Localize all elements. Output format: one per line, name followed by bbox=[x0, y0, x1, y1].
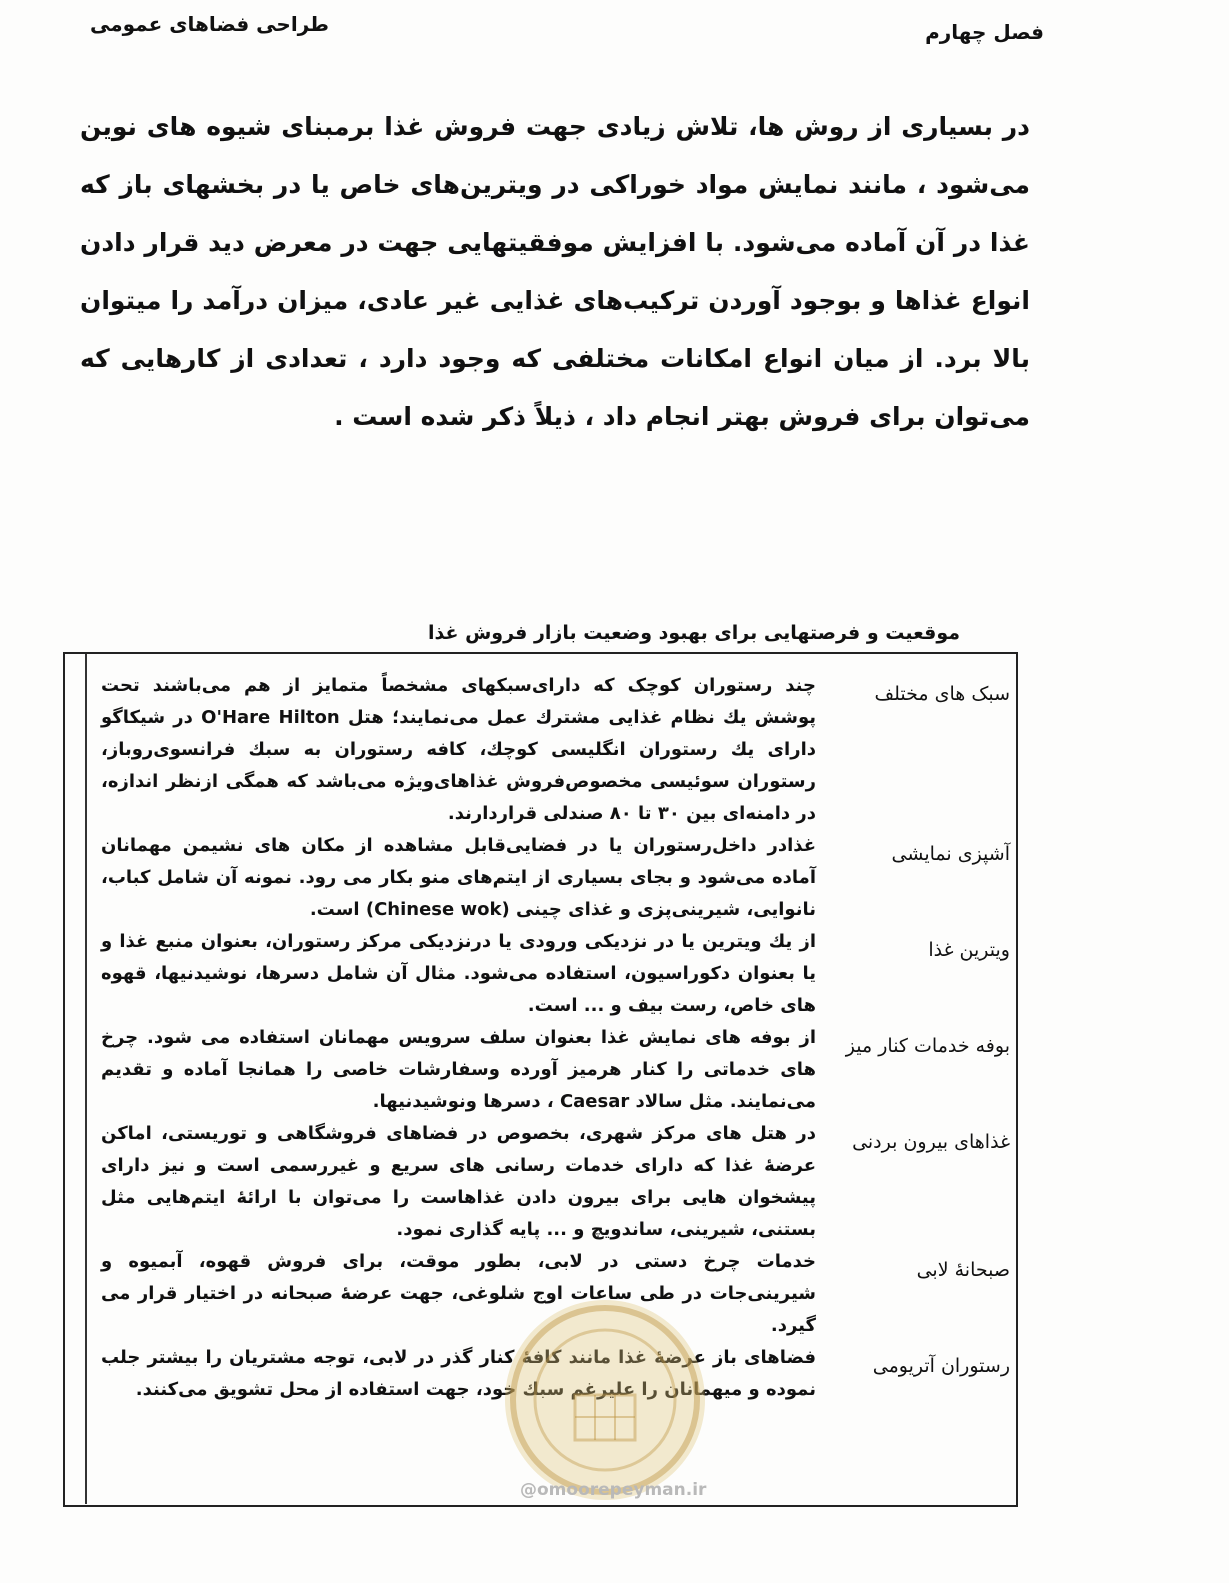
row-description: فضاهای باز عرضهٔ غذا مانند کافهٔ کنار گذر در لابی، توجه مشتریان را بیشتر جلب نموده و میهمانان را علیرغم سبك خود، جهت استفاده از محل تشویق می‌کنند. bbox=[101, 1347, 816, 1400]
chapter-title: فصل چهارم bbox=[925, 20, 1044, 44]
table-row bbox=[95, 830, 1016, 926]
row-label: غذاهای بیرون بردنی bbox=[852, 1131, 1010, 1153]
row-label: رستوران آتریومی bbox=[872, 1355, 1010, 1377]
page-header bbox=[80, 12, 1044, 52]
watermark-text: @omoorepeyman.ir bbox=[520, 1480, 707, 1500]
intro-paragraph: در بسیاری از روش ها، تلاش زیادی جهت فروش غذا برمبنای شیوه های نوین می‌شود ، مانند نمایش مواد خوراکی در ویترین‌های خاص یا در بخشهای باز که غذا در آن آماده می‌شود. با افزایش موفقیتهایی جهت در معرض دید قرار دادن انواع غذاها و بوجود آوردن ترکیب‌های غذایی غیر عادی، میزان درآمد را میتوان بالا برد. از میان انواع امکانات مختلفی که وجود دارد ، تعدادی از کارهایی که می‌توان برای فروش بهتر انجام داد ، ذیلاً ذکر شده است . bbox=[80, 112, 1030, 431]
intro-section bbox=[80, 98, 1030, 446]
row-description: از بوفه های نمایش غذا بعنوان سلف سرویس مهمانان استفاده می شود. چرخ های خدماتی را کنار هرمیز آورده وسفارشات خاصی را همانجا آماده و تقدیم می‌نمایند. مثل سالاد Caesar ، دسرها ونوشیدنیها. bbox=[101, 1027, 816, 1112]
row-label: آشپزی نمایشی bbox=[891, 843, 1010, 865]
book-title: طراحی فضاهای عمومی bbox=[90, 12, 329, 36]
row-label: صبحانهٔ لابی bbox=[916, 1259, 1010, 1281]
row-label: بوفه خدمات کنار میز bbox=[845, 1035, 1010, 1057]
row-label: سبک های مختلف bbox=[874, 683, 1010, 705]
table-rows bbox=[95, 670, 1016, 1406]
seal-icon bbox=[505, 1300, 705, 1500]
row-description: غذادر داخل‌رستوران یا در فضایی‌قابل مشاهده از مکان های نشیمن مهمانان آماده می‌شود و بجای بسیاری از ایتم‌های منو بکار می رود. نمونه آن شامل کباب، نانوایی، شیرینی‌پزی و غذای چینی (Chinese wok) است. bbox=[101, 835, 816, 920]
row-description: چند رستوران کوچک که دارای‌سبکهای مشخصاً متمایز از هم می‌باشند تحت پوشش یك نظام غذایی مشترك عمل می‌نمایند؛ هتل O'Hare Hilton در شیکاگو دارای یك رستوران انگلیسی کوچك، کافه رستوران به سبك فرانسوی‌روباز، رستوران سوئیسی مخصوص‌فروش غذاهای‌ویژه می‌باشد که همگی ازنظر اندازه، در دامنه‌ای بین ۳۰ تا ۸۰ صندلی قراردارند. bbox=[101, 675, 816, 824]
stamp-seal bbox=[505, 1300, 705, 1500]
table-row bbox=[95, 926, 1016, 1022]
table-row bbox=[95, 1022, 1016, 1118]
row-description: از یك ویترین یا در نزدیکی ورودی یا درنزدیکی مرکز رستوران، بعنوان منبع غذا و یا بعنوان دکوراسیون، استفاده می‌شود. مثال آن شامل دسرها، نوشیدنیها، قهوه های خاص، رست بیف و ... است. bbox=[101, 931, 816, 1016]
row-label: ویترین غذا bbox=[928, 939, 1010, 961]
table-title: موقعیت و فرصتهایی برای بهبود وضعیت بازار فروش غذا bbox=[428, 622, 960, 644]
row-description: در هتل های مرکز شهری، بخصوص در فضاهای فروشگاهی و توریستی، اماکن عرضهٔ غذا که دارای خدمات رسانی های سریع و غیررسمی است و نیز دارای پیشخوان هایی برای بیرون دادن غذاهاست را می‌توان با ارائهٔ ایتم‌هایی مثل بستنی، شیرینی، ساندویچ و ... پایه گذاری نمود. bbox=[101, 1123, 816, 1240]
row-description: خدمات چرخ دستی در لابی، بطور موقت، برای فروش قهوه، آبمیوه و شیرینی‌جات در طی ساعات اوج شلوغی، جهت عرضهٔ صبحانه در اختیار قرار می گیرد. bbox=[101, 1251, 816, 1336]
table-row bbox=[95, 670, 1016, 830]
table-row bbox=[95, 1118, 1016, 1246]
